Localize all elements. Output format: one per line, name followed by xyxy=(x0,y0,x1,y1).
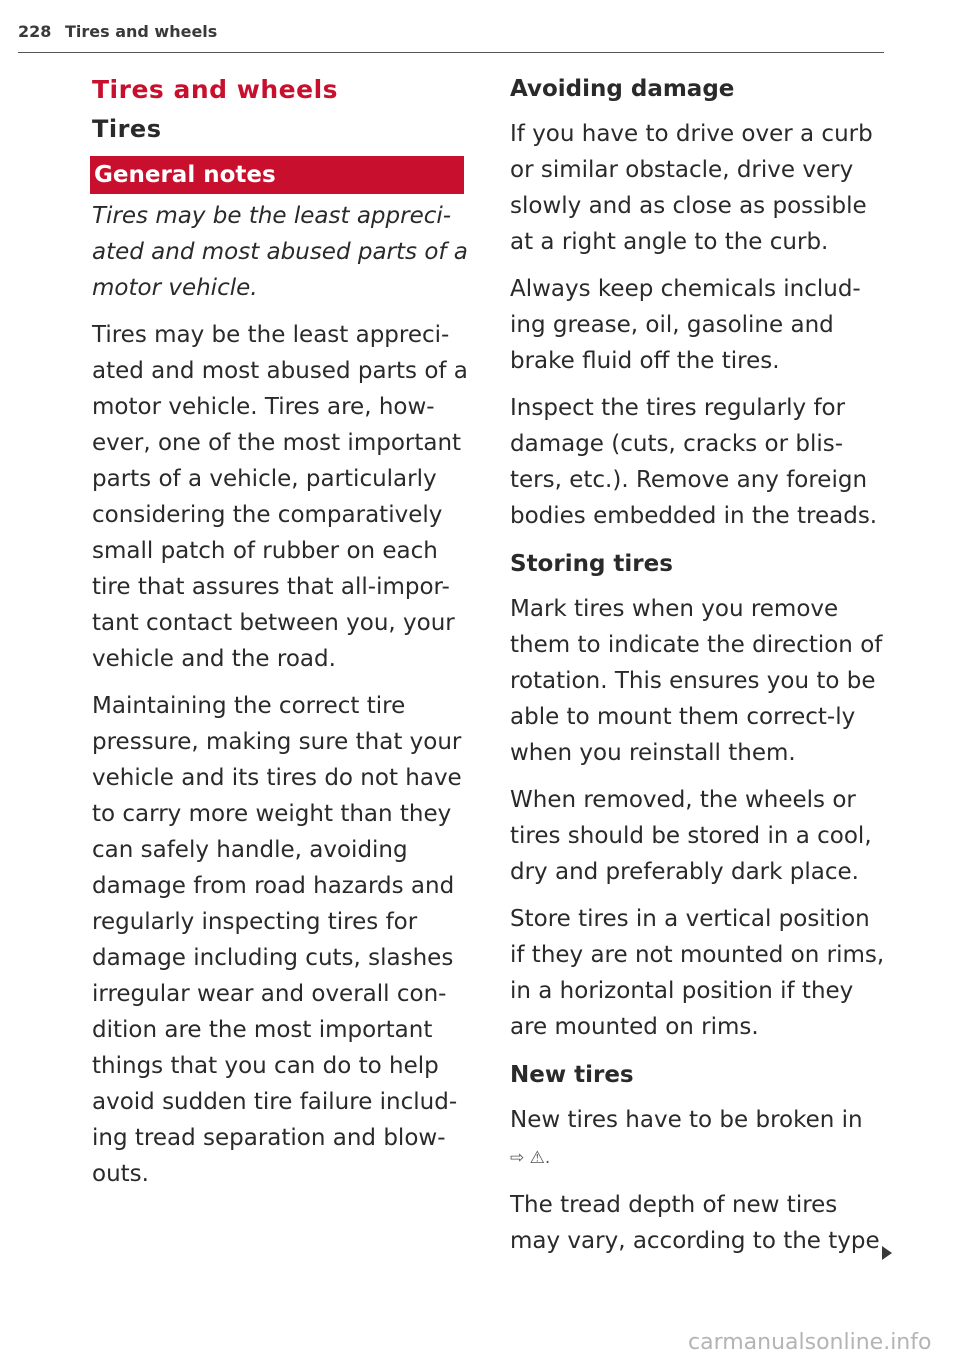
body-paragraph: Tires may be the least appreci-ated and most abused parts of a motor vehicle. Tires are, how-ever, one of the most important parts of a vehicle, particularly considering the comparatively small patch of rubber on each tire that assures that all-impor-tant contact between you, your vehicle and the road. xyxy=(92,322,468,672)
body-paragraph: Maintaining the correct tire pressure, making sure that your vehicle and its tires do not have to carry more weight than they can safely handle, avoiding damage from road hazards and regularly inspecting tires for damage including cuts, slashes irregular wear and overall con-dition are the most important things that you can do to help avoid sudden tire failure includ-ing tread separation and blow-outs. xyxy=(92,693,462,1187)
avoiding-damage-heading: Avoiding damage xyxy=(510,76,735,102)
new-tires-text: New tires have to be broken in xyxy=(510,1107,863,1133)
left-column xyxy=(92,70,468,1203)
section-title: Tires xyxy=(92,115,162,143)
body-paragraph: Always keep chemicals includ-ing grease, oil, gasoline and brake fluid off the tires. xyxy=(510,276,861,374)
new-tires-paragraph xyxy=(510,1102,890,1176)
new-tires-heading: New tires xyxy=(510,1062,634,1088)
watermark: carmanualsonline.info xyxy=(688,1330,932,1355)
body-paragraph: Mark tires when you remove them to indicate the direction of rotation. This ensures you to be able to mount them correct-ly when you reinstall them. xyxy=(510,596,883,766)
continue-arrow-icon xyxy=(882,1246,892,1260)
intro-paragraph: Tires may be the least appreci-ated and most abused parts of a motor vehicle. xyxy=(92,203,468,301)
right-column xyxy=(510,70,890,1270)
page-header xyxy=(18,22,884,53)
body-paragraph: If you have to drive over a curb or similar obstacle, drive very slowly and as close as possible at a right angle to the curb. xyxy=(510,121,873,255)
chapter-title: Tires and wheels xyxy=(92,75,339,104)
body-paragraph: The tread depth of new tires may vary, according to the type xyxy=(510,1192,880,1254)
body-paragraph: When removed, the wheels or tires should be stored in a cool, dry and preferably dark place. xyxy=(510,787,872,885)
page-number: 228 xyxy=(18,22,52,41)
body-paragraph: Store tires in a vertical position if they are not mounted on rims, in a horizontal position if they are mounted on rims. xyxy=(510,906,885,1040)
warning-reference-link[interactable]: ⇨ ⚠. xyxy=(510,1148,551,1168)
running-header-title: Tires and wheels xyxy=(64,22,218,41)
general-notes-bar: General notes xyxy=(90,156,464,194)
storing-tires-heading: Storing tires xyxy=(510,551,673,577)
body-paragraph: Inspect the tires regularly for damage (cuts, cracks or blis-ters, etc.). Remove any foreign bodies embedded in the treads. xyxy=(510,395,878,529)
